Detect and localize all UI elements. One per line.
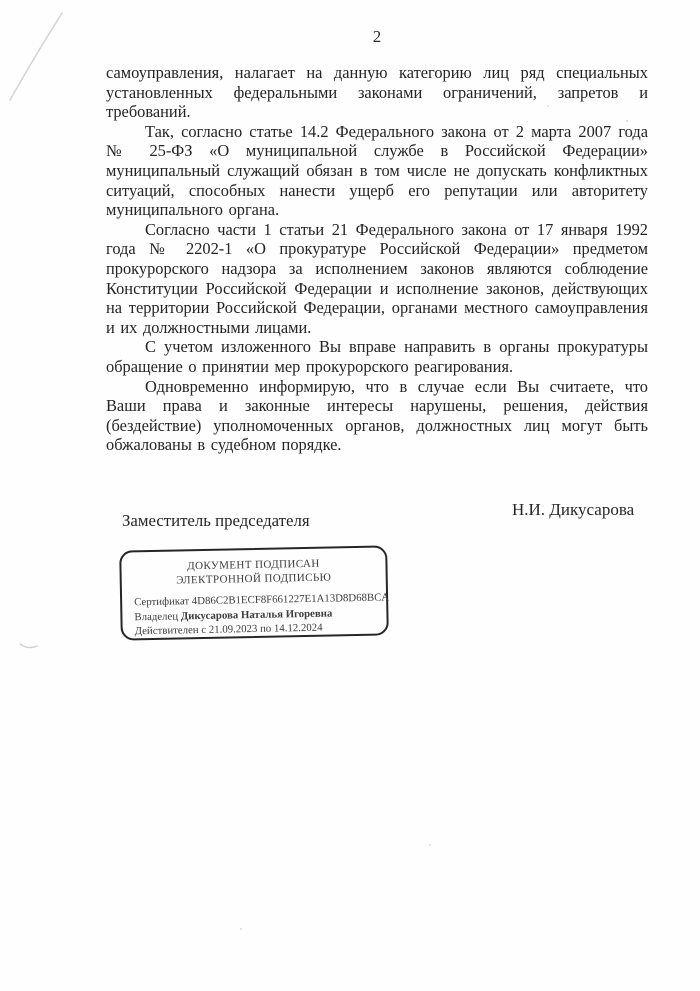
page-number: 2	[372, 27, 382, 46]
electronic-signature-stamp	[119, 545, 389, 640]
stamp-heading	[121, 556, 385, 588]
scan-fold-line	[10, 13, 62, 100]
scan-mark	[20, 644, 37, 648]
stamp-validity-row: Действителен с 21.09.2023 по 14.12.2024	[134, 621, 323, 638]
body-paragraph: Согласно части 1 статьи 21 Федерального закона от 17 января 1992 года № 2202-1 «О прокуратуре Российской Федерации» предметом прокурорского надзора за исполнением законов являются соблюдение Конституции Российской Федерации и исполнение законов, действующих на территории Российской Федерации, органами местного самоуправления и их должностными лицами.	[106, 219, 648, 337]
stamp-certificate-label: Сертификат	[134, 595, 190, 609]
body-paragraph: Одновременно информирую, что в случае если Вы считаете, что Ваши права и законные интересы нарушены, решения, действия (бездействие) уполномоченных органов, должностных лиц могут быть обжалованы в судебном порядке.	[106, 376, 648, 455]
signer-job-title: Заместитель председателя	[122, 511, 310, 530]
stamp-details	[134, 591, 390, 639]
stamp-owner-name: Дикусарова Наталья Игоревна	[180, 607, 333, 623]
stamp-owner-label: Владелец	[134, 610, 179, 623]
document-body	[106, 63, 648, 455]
scan-speck	[429, 844, 431, 846]
stamp-certificate-value: 4D86C2B1ECF8F661227E1A13D8D68BCA	[191, 591, 390, 608]
scan-speck	[240, 928, 242, 930]
body-paragraph: С учетом изложенного Вы вправе направить в органы прокуратуры обращение о принятии мер прокурорского реагирования.	[106, 337, 648, 376]
stamp-heading-line1: ДОКУМЕНТ ПОДПИСАН	[187, 557, 320, 573]
signer-name: Н.И. Дикусарова	[512, 500, 635, 519]
body-paragraph: Так, согласно статье 14.2 Федерального закона от 2 марта 2007 года № 25-ФЗ «О муниципальной службе в Российской Федерации» муниципальный служащий обязан в том числе не допускать конфликтных ситуаций, способных нанести ущерб его репутации или авторитету муниципального органа.	[106, 121, 648, 220]
stamp-heading-line2: ЭЛЕКТРОННОЙ ПОДПИСЬЮ	[176, 571, 332, 586]
body-paragraph: самоуправления, налагает на данную категорию лиц ряд специальных установленных федеральными законами ограничений, запретов и требований.	[106, 63, 648, 122]
